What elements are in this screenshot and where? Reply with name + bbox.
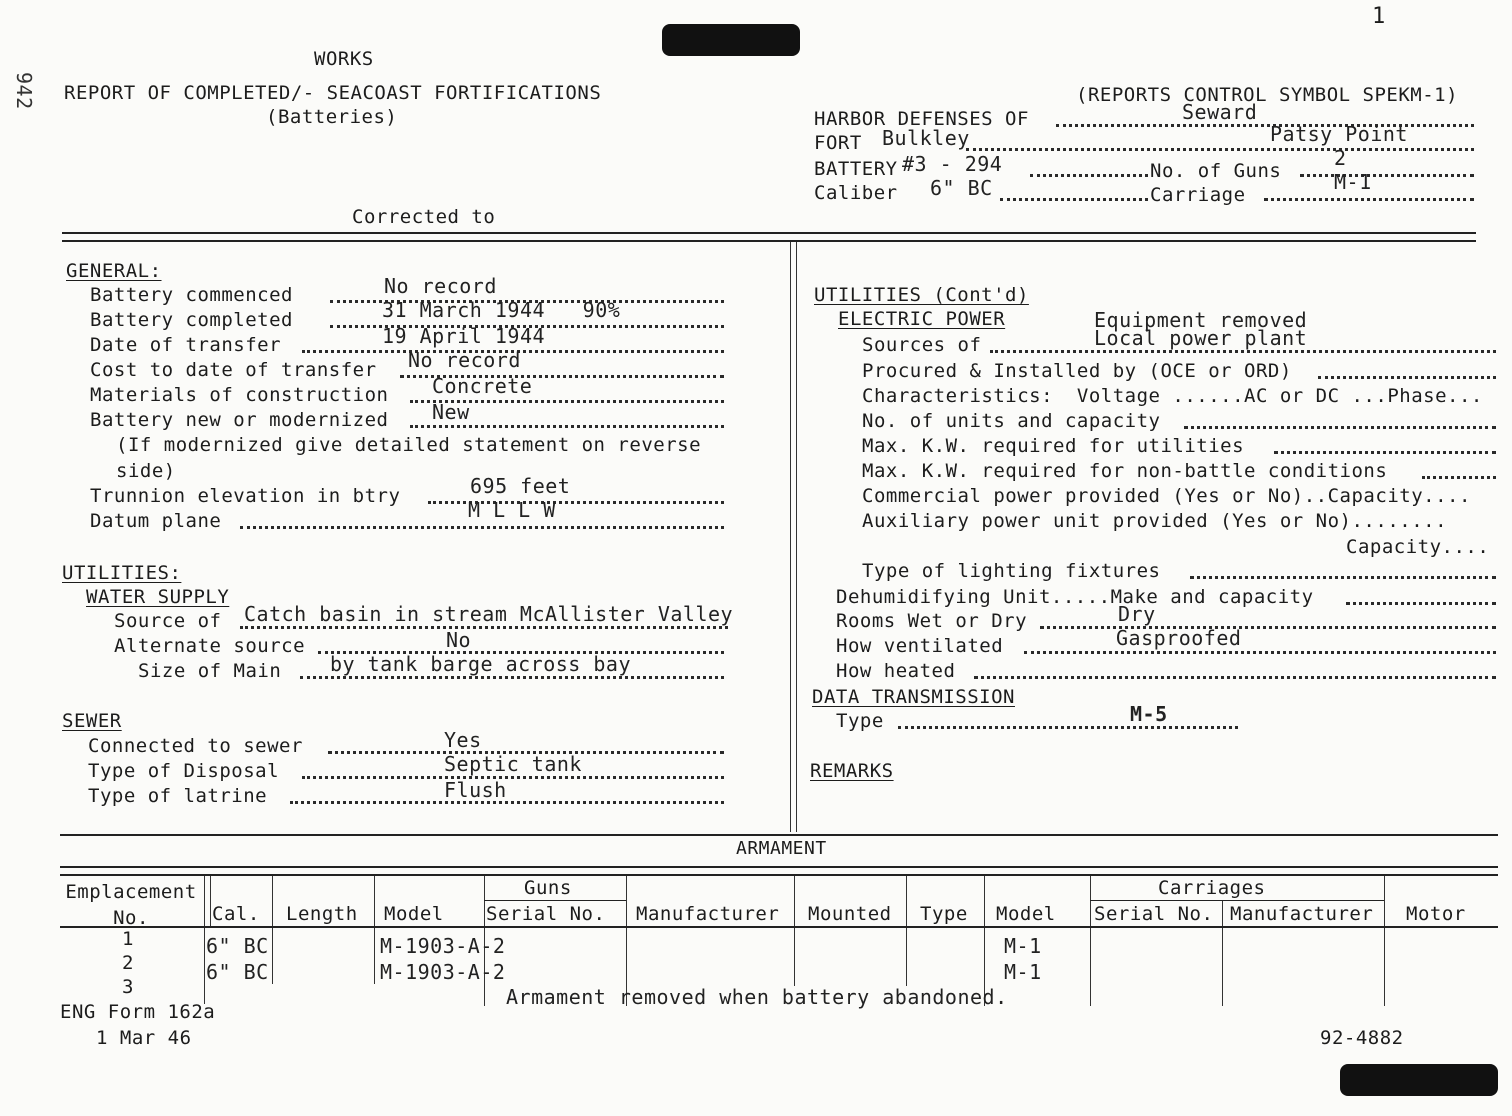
connected-to-sewer-label: Connected to sewer xyxy=(88,735,303,757)
table-divider xyxy=(210,876,211,926)
harbor-value: Seward xyxy=(1182,100,1258,124)
guns-label: No. of Guns xyxy=(1150,160,1282,182)
modernized-note: (If modernized give detailed statement on reverse xyxy=(116,434,702,456)
column-divider xyxy=(796,242,797,832)
dotted-leader xyxy=(1000,198,1148,201)
carriage-value: M-1 xyxy=(1334,170,1372,194)
dotted-leader xyxy=(290,801,724,804)
table-divider xyxy=(1222,900,1223,1006)
caliber-value: 6" BC xyxy=(930,176,993,200)
sewer-heading: SEWER xyxy=(62,710,122,732)
data-type-label: Type xyxy=(836,710,884,732)
utilities-contd-heading: UTILITIES (Cont'd) xyxy=(814,284,1029,306)
water-supply-heading: WATER SUPPLY xyxy=(86,586,230,608)
size-of-main-value: by tank barge across bay xyxy=(330,652,631,676)
classification-stamp-redacted-bottom xyxy=(1340,1064,1498,1096)
type-of-latrine-value: Flush xyxy=(444,778,507,802)
rule xyxy=(60,866,1498,868)
modernized-note-cont: side) xyxy=(116,460,176,482)
table-divider xyxy=(204,876,205,1004)
col-type: Type xyxy=(920,903,968,925)
col-motor: Motor xyxy=(1406,903,1466,925)
table-row-model: M-1903-A-2 xyxy=(380,934,506,958)
table-row-no: 3 xyxy=(122,976,134,998)
water-source-label: Source of xyxy=(114,610,222,632)
rule xyxy=(60,834,1498,836)
cost-value: No record xyxy=(408,348,521,372)
rule xyxy=(60,926,1498,928)
battery-commenced-value: No record xyxy=(384,274,497,298)
dotted-leader xyxy=(1190,576,1496,579)
data-transmission-heading: DATA TRANSMISSION xyxy=(812,686,1015,708)
how-heated-label: How heated xyxy=(836,660,956,682)
dehumidifying-label: Dehumidifying Unit.....Make and capacity xyxy=(836,586,1314,608)
commercial-power-label: Commercial power provided (Yes or No)..Capacity.... xyxy=(862,485,1471,507)
new-or-modernized-label: Battery new or modernized xyxy=(90,409,389,431)
dotted-leader xyxy=(1274,451,1496,454)
carriages-group-header: Carriages xyxy=(1158,877,1266,899)
water-source-value: Catch basin in stream McAllister Valley xyxy=(244,602,734,626)
size-of-main-label: Size of Main xyxy=(138,660,282,682)
form-date: 1 Mar 46 xyxy=(96,1027,192,1049)
col-gun-manufacturer: Manufacturer xyxy=(636,903,780,925)
col-carriage-serial: Serial No. xyxy=(1094,903,1214,925)
dotted-leader xyxy=(1030,174,1148,177)
cost-label: Cost to date of transfer xyxy=(90,359,377,381)
procured-installed-label: Procured & Installed by (OCE or ORD) xyxy=(862,360,1292,382)
guns-value: 2 xyxy=(1334,146,1347,170)
report-title: REPORT OF COMPLETED/- SEACOAST FORTIFICATIONS xyxy=(64,82,602,104)
table-divider xyxy=(272,876,273,984)
dotted-leader xyxy=(990,350,1496,353)
document-number: 92-4882 xyxy=(1320,1027,1404,1049)
remarks-heading: REMARKS xyxy=(810,760,894,782)
materials-label: Materials of construction xyxy=(90,384,389,406)
characteristics-label: Characteristics: Voltage ......AC or DC ...Phase... xyxy=(862,385,1483,407)
datum-value: M L L W xyxy=(468,498,556,522)
table-row-cal: 6" BC xyxy=(206,934,269,958)
type-of-latrine-label: Type of latrine xyxy=(88,785,268,807)
col-model: Model xyxy=(384,903,444,925)
battery-completed-label: Battery completed xyxy=(90,309,293,331)
fort-value: Bulkley xyxy=(882,126,970,150)
data-type-value: M-5 xyxy=(1130,702,1168,726)
dotted-leader xyxy=(1184,426,1496,429)
dotted-leader xyxy=(300,676,724,679)
battery-value: #3 - 294 xyxy=(902,152,1003,176)
rule xyxy=(62,240,1476,242)
table-row-no: 2 xyxy=(122,952,134,974)
works-label: WORKS xyxy=(314,48,374,70)
dotted-leader xyxy=(1422,476,1496,479)
rule xyxy=(60,874,1498,876)
table-row-no: 1 xyxy=(122,928,134,950)
how-ventilated-label: How ventilated xyxy=(836,635,1004,657)
auxiliary-capacity-label: Capacity.... xyxy=(1346,536,1490,558)
corrected-to-label: Corrected to xyxy=(352,206,496,228)
general-heading: GENERAL: xyxy=(66,260,162,282)
dotted-leader xyxy=(1264,198,1474,201)
rule xyxy=(1090,900,1384,901)
lighting-fixtures-label: Type of lighting fixtures xyxy=(862,560,1161,582)
battery-commenced-label: Battery commenced xyxy=(90,284,293,306)
rooms-wet-dry-label: Rooms Wet or Dry xyxy=(836,610,1028,632)
table-divider xyxy=(906,876,907,986)
dotted-leader xyxy=(240,626,728,629)
table-divider xyxy=(1090,876,1091,1006)
date-of-transfer-value: 19 April 1944 xyxy=(382,324,546,348)
auxiliary-power-label: Auxiliary power unit provided (Yes or No)........ xyxy=(862,510,1448,532)
table-row-carriage-model: M-1 xyxy=(1004,960,1042,984)
table-divider xyxy=(374,876,375,984)
dotted-leader xyxy=(240,526,724,529)
electric-sources-label: Sources of xyxy=(862,334,982,356)
col-gun-serial: Serial No. xyxy=(486,903,606,925)
table-divider xyxy=(794,876,795,986)
fort-site-value: Patsy Point xyxy=(1270,122,1408,146)
electric-power-heading: ELECTRIC POWER xyxy=(838,308,1006,330)
dotted-leader xyxy=(1318,376,1496,379)
armament-heading: ARMAMENT xyxy=(736,838,827,859)
connected-to-sewer-value: Yes xyxy=(444,728,482,752)
alternate-source-label: Alternate source xyxy=(114,635,306,657)
table-row-cal: 6" BC xyxy=(206,960,269,984)
datum-label: Datum plane xyxy=(90,510,222,532)
how-ventilated-value: Gasproofed xyxy=(1116,626,1242,650)
report-subtitle: (Batteries) xyxy=(266,106,398,128)
battery-completed-value: 31 March 1944 90% xyxy=(382,298,621,322)
rule xyxy=(484,900,626,901)
page-number: 1 xyxy=(1372,4,1386,29)
col-emplacement: Emplacement No. xyxy=(65,881,197,929)
reports-control-symbol: (REPORTS CONTROL SYMBOL SPEKM-1) xyxy=(1076,84,1459,106)
col-carriage-model: Model xyxy=(996,903,1056,925)
utilities-heading: UTILITIES: xyxy=(62,562,182,584)
margin-note: 942 xyxy=(12,72,36,110)
armament-note: Armament removed when battery abandoned. xyxy=(506,985,1008,1009)
materials-value: Concrete xyxy=(432,374,533,398)
rooms-wet-dry-value: Dry xyxy=(1118,602,1156,626)
col-mounted: Mounted xyxy=(808,903,892,925)
alternate-source-value: No xyxy=(446,628,472,652)
new-or-modernized-value: New xyxy=(432,400,470,424)
equipment-removed-note: Equipment removed xyxy=(1094,308,1308,332)
harbor-label: HARBOR DEFENSES OF xyxy=(814,108,1029,130)
col-cal: Cal. xyxy=(212,903,260,925)
rule xyxy=(62,232,1476,234)
fort-label: FORT xyxy=(814,132,862,154)
form-number: ENG Form 162a xyxy=(60,1001,216,1023)
dotted-leader xyxy=(302,776,724,779)
dotted-leader xyxy=(1300,174,1474,177)
trunnion-value: 695 feet xyxy=(470,474,571,498)
col-carriage-manufacturer: Manufacturer xyxy=(1230,903,1374,925)
type-of-disposal-label: Type of Disposal xyxy=(88,760,280,782)
dotted-leader xyxy=(1024,651,1496,654)
col-length: Length xyxy=(286,903,358,925)
table-row-model: M-1903-A-2 xyxy=(380,960,506,984)
max-kw-nonbattle-label: Max. K.W. required for non-battle conditions xyxy=(862,460,1388,482)
guns-group-header: Guns xyxy=(524,877,572,899)
classification-stamp-redacted xyxy=(662,24,800,56)
max-kw-utilities-label: Max. K.W. required for utilities xyxy=(862,435,1245,457)
trunnion-label: Trunnion elevation in btry xyxy=(90,485,401,507)
dotted-leader xyxy=(1346,602,1496,605)
units-capacity-label: No. of units and capacity xyxy=(862,410,1161,432)
dotted-leader xyxy=(1040,626,1496,629)
date-of-transfer-label: Date of transfer xyxy=(90,334,282,356)
caliber-label: Caliber xyxy=(814,182,898,204)
column-divider xyxy=(790,242,791,832)
dotted-leader xyxy=(410,425,724,428)
electric-sources-value: Local power plant xyxy=(1094,326,1308,350)
table-row-carriage-model: M-1 xyxy=(1004,934,1042,958)
dotted-leader xyxy=(966,148,1474,151)
dotted-leader xyxy=(898,726,1238,729)
table-divider xyxy=(1384,876,1385,1006)
dotted-leader xyxy=(1056,124,1474,127)
dotted-leader xyxy=(974,676,1496,679)
carriage-label: Carriage xyxy=(1150,184,1246,206)
battery-label: BATTERY xyxy=(814,158,898,180)
type-of-disposal-value: Septic tank xyxy=(444,752,582,776)
